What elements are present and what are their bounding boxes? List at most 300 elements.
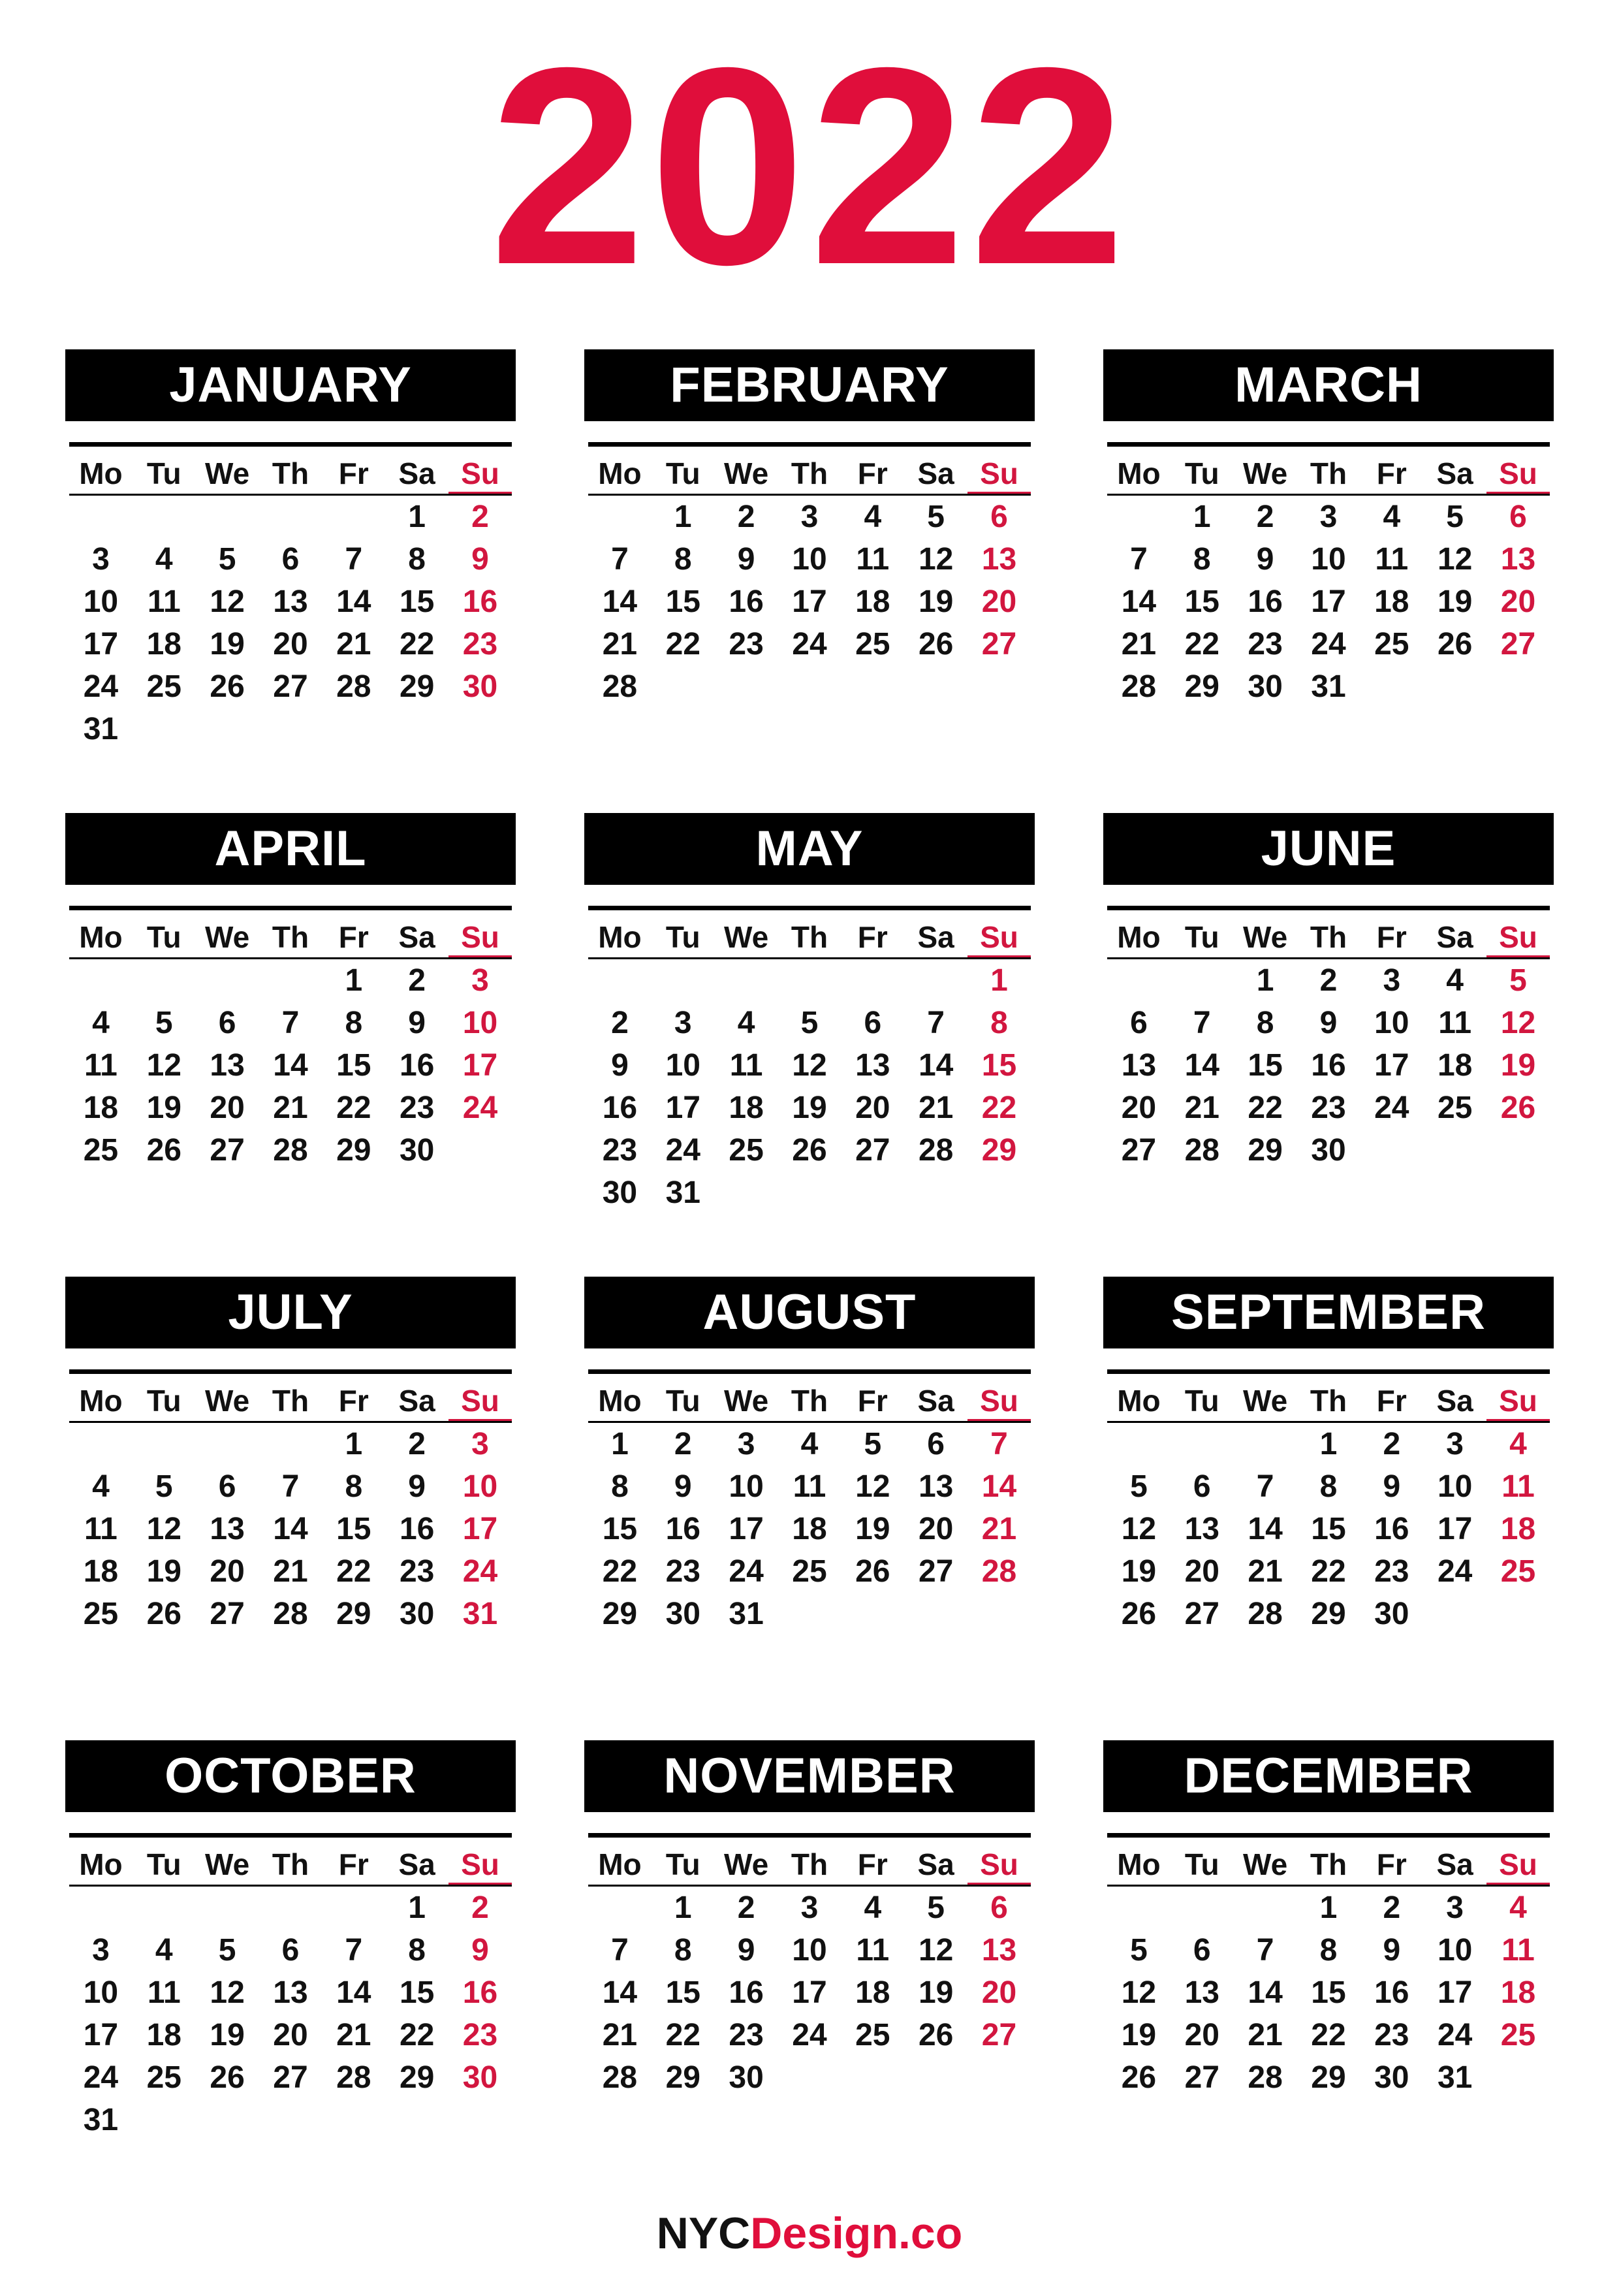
sunday-date-cell: 24 [462,1091,498,1125]
month-divider [69,442,512,447]
date-cell: 6 [218,1006,236,1040]
weekday-label: Fr [857,920,888,954]
date-cell: 23 [1374,2018,1409,2052]
weekday-label: Su [1486,1380,1550,1421]
date-cell: 20 [1184,2018,1219,2052]
week-row [69,708,512,750]
date-cell: 1 [674,500,692,534]
sunday-date-cell: 15 [981,1048,1017,1083]
month-january [65,349,516,750]
date-cell: 14 [1248,1975,1283,2010]
month-header: SEPTEMBER [1103,1277,1554,1348]
month-divider [1107,906,1550,910]
date-cell: 20 [273,2018,308,2052]
week-row [1107,1971,1550,2014]
date-cell: 17 [83,2018,119,2052]
date-cell: 26 [146,1133,181,1168]
date-cell: 22 [665,627,700,662]
month-days-grid [1107,1380,1550,1635]
date-cell: 10 [83,584,119,619]
week-row [1107,1593,1550,1635]
sunday-date-cell: 18 [1500,1512,1536,1546]
weekday-label: Fr [857,456,888,490]
sunday-date-cell: 6 [990,1890,1008,1925]
date-cell: 5 [927,500,945,534]
date-cell: 15 [399,584,435,619]
month-divider [1107,1369,1550,1374]
date-cell: 29 [336,1597,371,1631]
date-cell: 15 [1184,584,1219,619]
date-cell: 25 [729,1133,764,1168]
date-cell: 24 [83,2060,119,2095]
empty-day-cell [322,496,385,538]
date-cell: 29 [602,1597,638,1631]
week-row [69,1887,512,1929]
date-cell: 31 [729,1597,764,1631]
weekday-label: We [205,1384,250,1418]
month-days-grid [588,1380,1031,1635]
weekday-header-row [588,1380,1031,1423]
date-cell: 3 [92,542,110,577]
weekday-label: Sa [398,1384,435,1418]
date-cell: 7 [345,542,363,577]
date-cell: 22 [399,627,435,662]
weekday-label: Tu [665,1384,700,1418]
date-cell: 30 [1311,1133,1346,1168]
date-cell: 11 [793,1469,826,1504]
date-cell: 15 [1311,1975,1346,2010]
date-cell: 2 [1383,1427,1401,1461]
week-row [588,623,1031,665]
month-divider [69,906,512,910]
week-row [69,2099,512,2141]
date-cell: 11 [729,1048,763,1083]
week-row [1107,1044,1550,1087]
date-cell: 3 [737,1427,755,1461]
date-cell: 18 [146,2018,181,2052]
date-cell: 29 [336,1133,371,1168]
sunday-date-cell: 4 [1509,1890,1527,1925]
month-divider [69,1833,512,1838]
empty-day-cell [1107,1423,1171,1465]
sunday-date-cell: 14 [981,1469,1017,1504]
sunday-date-cell: 27 [981,2018,1017,2052]
month-days-grid [588,917,1031,1214]
empty-day-cell [196,1887,259,1929]
weekday-label: Su [448,453,512,494]
date-cell: 19 [210,627,245,662]
weekday-label: Sa [1436,456,1473,490]
date-cell: 5 [1130,1469,1148,1504]
empty-day-cell [322,1887,385,1929]
sunday-date-cell: 11 [1501,1933,1535,1968]
month-header: APRIL [65,813,516,885]
date-cell: 23 [1374,1554,1409,1589]
date-cell: 25 [792,1554,827,1589]
sunday-date-cell: 3 [471,1427,489,1461]
date-cell: 22 [399,2018,435,2052]
date-cell: 5 [864,1427,882,1461]
date-cell: 28 [273,1597,308,1631]
week-row [69,1129,512,1172]
sunday-date-cell: 25 [1500,1554,1536,1589]
date-cell: 11 [856,1933,890,1968]
sunday-date-cell: 4 [1509,1427,1527,1461]
date-cell: 30 [1374,1597,1409,1631]
date-cell: 13 [1184,1512,1219,1546]
date-cell: 23 [1311,1091,1346,1125]
date-cell: 27 [1121,1133,1157,1168]
date-cell: 29 [1184,669,1219,704]
weekday-label: Tu [1184,920,1219,954]
date-cell: 17 [1374,1048,1409,1083]
empty-day-cell [133,1887,196,1929]
weekday-label: Su [448,1380,512,1421]
date-cell: 21 [336,2018,371,2052]
empty-day-cell [904,959,967,1002]
empty-day-cell [69,1887,133,1929]
date-cell: 4 [155,1933,173,1968]
date-cell: 30 [602,1175,638,1210]
date-cell: 5 [1446,500,1464,534]
weekday-label: Mo [79,920,123,954]
date-cell: 17 [792,1975,827,2010]
date-cell: 2 [737,1890,755,1925]
weekday-label: Mo [79,1384,123,1418]
date-cell: 16 [1311,1048,1346,1083]
weekday-label: Mo [598,920,642,954]
weekday-label: Th [1310,1847,1347,1881]
date-cell: 31 [83,712,119,746]
weekday-label: We [1243,920,1288,954]
weekday-label: Mo [79,456,123,490]
week-row [69,623,512,665]
date-cell: 27 [855,1133,890,1168]
date-cell: 23 [665,1554,700,1589]
date-cell: 25 [855,627,890,662]
week-row [588,1129,1031,1172]
year-title: 2022 [489,10,1130,323]
week-row [69,581,512,623]
date-cell: 7 [927,1006,945,1040]
date-cell: 26 [1121,2060,1157,2095]
date-cell: 8 [611,1469,629,1504]
weekday-label: Th [791,920,828,954]
empty-day-cell [133,496,196,538]
week-row [1107,1887,1550,1929]
date-cell: 25 [146,2060,181,2095]
week-row [588,1465,1031,1508]
date-cell: 8 [408,542,426,577]
month-header: JUNE [1103,813,1554,885]
month-header: OCTOBER [65,1740,516,1812]
empty-day-cell [196,496,259,538]
week-row [588,1971,1031,2014]
date-cell: 2 [1256,500,1274,534]
date-cell: 27 [1184,1597,1219,1631]
weekday-label: We [724,456,769,490]
date-cell: 6 [281,542,300,577]
weekday-header-row [69,1380,512,1423]
date-cell: 17 [83,627,119,662]
date-cell: 2 [1319,963,1338,998]
week-row [588,1423,1031,1465]
week-row [69,1550,512,1593]
date-cell: 17 [1437,1512,1473,1546]
empty-day-cell [1171,959,1234,1002]
date-cell: 30 [1374,2060,1409,2095]
date-cell: 7 [281,1006,300,1040]
date-cell: 23 [602,1133,638,1168]
date-cell: 12 [792,1048,827,1083]
weekday-label: We [205,1847,250,1881]
date-cell: 9 [1319,1006,1338,1040]
empty-day-cell [588,959,652,1002]
sunday-date-cell: 24 [462,1554,498,1589]
date-cell: 22 [665,2018,700,2052]
sunday-date-cell: 19 [1500,1048,1536,1083]
date-cell: 7 [1256,1469,1274,1504]
weekday-label: Tu [146,1847,181,1881]
date-cell: 8 [345,1469,363,1504]
date-cell: 2 [408,1427,426,1461]
date-cell: 8 [408,1933,426,1968]
weekday-label: Tu [146,456,181,490]
weekday-label: Th [1310,456,1347,490]
month-days-grid [69,917,512,1172]
month-days-grid [1107,453,1550,708]
week-row [588,1550,1031,1593]
weekday-header-row [1107,1380,1550,1423]
week-row [588,538,1031,581]
month-september [1103,1277,1554,1635]
date-cell: 15 [1311,1512,1346,1546]
week-row [588,1002,1031,1044]
date-cell: 24 [792,627,827,662]
date-cell: 28 [1248,2060,1283,2095]
sunday-date-cell: 23 [462,2018,498,2052]
date-cell: 24 [729,1554,764,1589]
date-cell: 11 [84,1512,118,1546]
date-cell: 20 [210,1091,245,1125]
weekday-header-row [69,1844,512,1887]
date-cell: 13 [210,1512,245,1546]
date-cell: 28 [602,669,638,704]
date-cell: 12 [210,584,245,619]
date-cell: 8 [1256,1006,1274,1040]
week-row [69,1593,512,1635]
date-cell: 18 [855,584,890,619]
date-cell: 9 [1383,1469,1401,1504]
date-cell: 10 [792,1933,827,1968]
date-cell: 12 [1121,1512,1157,1546]
date-cell: 5 [1130,1933,1148,1968]
date-cell: 19 [1121,2018,1157,2052]
week-row [588,1508,1031,1550]
sunday-date-cell: 29 [981,1133,1017,1168]
date-cell: 16 [1374,1975,1409,2010]
date-cell: 22 [602,1554,638,1589]
weekday-header-row [1107,453,1550,496]
month-divider [588,1369,1031,1374]
date-cell: 17 [729,1512,764,1546]
date-cell: 7 [345,1933,363,1968]
sunday-date-cell: 22 [981,1091,1017,1125]
week-row [588,2014,1031,2056]
sunday-date-cell: 9 [471,1933,489,1968]
weekday-label: Tu [146,1384,181,1418]
week-row [588,2056,1031,2099]
date-cell: 1 [1319,1890,1338,1925]
week-row [69,1465,512,1508]
date-cell: 14 [1121,584,1157,619]
date-cell: 12 [1437,542,1473,577]
date-cell: 28 [602,2060,638,2095]
empty-day-cell [69,496,133,538]
date-cell: 4 [92,1469,110,1504]
date-cell: 9 [1383,1933,1401,1968]
sunday-date-cell: 10 [462,1006,498,1040]
date-cell: 6 [281,1933,300,1968]
date-cell: 9 [1256,542,1274,577]
date-cell: 12 [210,1975,245,2010]
date-cell: 21 [918,1091,954,1125]
weekday-label: Tu [146,920,181,954]
date-cell: 10 [1311,542,1346,577]
weekday-label: Th [272,920,309,954]
empty-day-cell [1171,1423,1234,1465]
sunday-date-cell: 2 [471,1890,489,1925]
date-cell: 16 [399,1512,435,1546]
date-cell: 4 [864,500,882,534]
date-cell: 28 [273,1133,308,1168]
date-cell: 20 [855,1091,890,1125]
date-cell: 2 [737,500,755,534]
date-cell: 8 [345,1006,363,1040]
date-cell: 17 [1437,1975,1473,2010]
sunday-date-cell: 20 [981,1975,1017,2010]
weekday-label: Fr [338,456,369,490]
week-row [588,1929,1031,1971]
date-cell: 23 [729,2018,764,2052]
month-december [1103,1740,1554,2099]
week-row [1107,1508,1550,1550]
date-cell: 28 [336,669,371,704]
date-cell: 25 [146,669,181,704]
weekday-label: Sa [398,456,435,490]
sunday-date-cell: 8 [990,1006,1008,1040]
date-cell: 25 [1374,627,1409,662]
date-cell: 21 [602,627,638,662]
empty-day-cell [588,496,652,538]
weekday-label: Sa [1436,1847,1473,1881]
sunday-date-cell: 23 [462,627,498,662]
weekday-label: Sa [917,1847,954,1881]
date-cell: 9 [737,1933,755,1968]
month-divider [69,1369,512,1374]
month-divider [588,1833,1031,1838]
week-row [1107,2056,1550,2099]
date-cell: 7 [1193,1006,1211,1040]
weekday-header-row [1107,917,1550,959]
weekday-header-row [588,453,1031,496]
week-row [1107,623,1550,665]
weekday-label: Fr [1376,920,1407,954]
week-row [69,1971,512,2014]
date-cell: 6 [1193,1933,1211,1968]
date-cell: 1 [408,1890,426,1925]
empty-day-cell [259,959,322,1002]
date-cell: 11 [147,1975,181,2010]
month-header: JANUARY [65,349,516,421]
month-days-grid [588,453,1031,708]
date-cell: 11 [84,1048,118,1083]
date-cell: 19 [855,1512,890,1546]
date-cell: 18 [146,627,181,662]
date-cell: 29 [399,2060,435,2095]
date-cell: 7 [611,542,629,577]
week-row [588,1087,1031,1129]
date-cell: 30 [1248,669,1283,704]
month-july [65,1277,516,1635]
date-cell: 4 [1446,963,1464,998]
date-cell: 12 [855,1469,890,1504]
sunday-date-cell: 16 [462,584,498,619]
months-grid [65,349,1554,2210]
empty-day-cell [196,1423,259,1465]
date-cell: 4 [864,1890,882,1925]
date-cell: 15 [602,1512,638,1546]
empty-day-cell [69,1423,133,1465]
empty-day-cell [1107,496,1171,538]
date-cell: 5 [155,1469,173,1504]
sunday-date-cell: 13 [981,1933,1017,1968]
date-cell: 14 [336,1975,371,2010]
date-cell: 6 [1130,1006,1148,1040]
month-august [584,1277,1035,1635]
date-cell: 4 [800,1427,819,1461]
date-cell: 9 [611,1048,629,1083]
week-row [1107,1465,1550,1508]
date-cell: 24 [1437,1554,1473,1589]
weekday-label: Tu [665,456,700,490]
date-cell: 5 [218,1933,236,1968]
weekday-label: We [205,456,250,490]
weekday-label: Th [1310,920,1347,954]
date-cell: 7 [1130,542,1148,577]
week-row [1107,1002,1550,1044]
sunday-date-cell: 30 [462,669,498,704]
date-cell: 20 [1121,1091,1157,1125]
empty-day-cell [259,1887,322,1929]
empty-day-cell [841,959,904,1002]
date-cell: 27 [1184,2060,1219,2095]
sunday-date-cell: 31 [462,1597,498,1631]
date-cell: 30 [665,1597,700,1631]
date-cell: 1 [1319,1427,1338,1461]
weekday-label: Su [1486,917,1550,957]
date-cell: 16 [399,1048,435,1083]
week-row [69,2056,512,2099]
month-days-grid [588,1844,1031,2099]
date-cell: 22 [1311,1554,1346,1589]
month-days-grid [1107,1844,1550,2099]
date-cell: 31 [83,2103,119,2137]
month-header: JULY [65,1277,516,1348]
empty-day-cell [588,1887,652,1929]
date-cell: 26 [210,2060,245,2095]
date-cell: 16 [1374,1512,1409,1546]
